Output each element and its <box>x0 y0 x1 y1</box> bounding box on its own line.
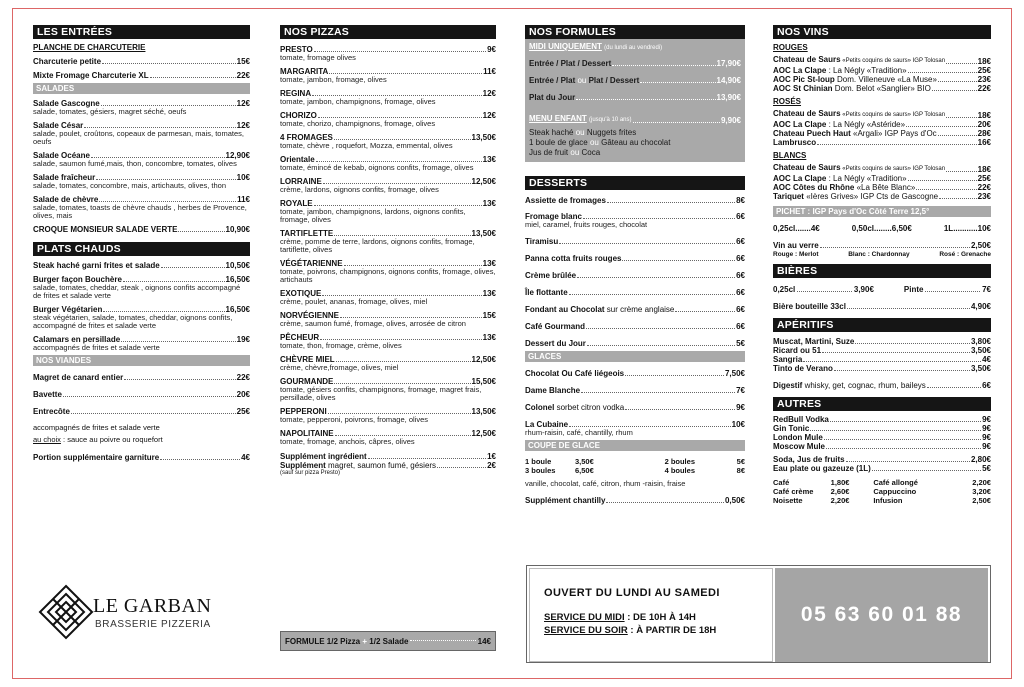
list-item: Tinto de Verano 3,50€ <box>773 364 991 373</box>
list-item: Plat du Jour 13,90€ <box>529 93 741 102</box>
list-item: Fromage blanc 6€ miel, caramel, fruits rouges, chocolat <box>525 212 745 229</box>
glaces-list <box>525 369 745 437</box>
roses-list <box>773 109 991 147</box>
list-item: Lambrusco 16€ <box>773 138 991 147</box>
formules-header: NOS FORMULES <box>525 25 745 39</box>
list-item: Burger Végétarien 16,50€ steak végétarien, salade, tomates, cheddar, oignons confits, accompagné de frites et salade verte <box>33 305 250 330</box>
brand-logo <box>25 581 242 653</box>
list-item: Entrée / Plat / Dessert 17,90€ <box>529 59 741 68</box>
salades-header: SALADES <box>33 83 250 94</box>
vins-header: NOS VINS <box>773 25 991 39</box>
enfant-line: 1 boule de glace ou Gâteau au chocolat <box>529 138 671 147</box>
list-item: Chateau de Saurs «Petits coquins de saurs» IGP Tolosan 18€ <box>773 55 991 66</box>
list-item: CHORIZO 12€ tomate, chorizo, champignons, fromage, olives <box>280 111 496 128</box>
pichet-row: 0,25cl.......4€ 0,50cl........6,50€ 1L...........10€ <box>773 224 991 233</box>
list-item: PÊCHEUR 13€ tomate, thon, fromage, crème, olives <box>280 333 496 350</box>
eau-item: Eau plate ou gazeuze (1L) 5€ <box>773 464 991 473</box>
list-item: Crème brûlée 6€ <box>525 271 745 280</box>
plats-list <box>33 261 250 352</box>
enfant-line: Steak haché ou Nuggets frites <box>529 128 637 137</box>
cafe-row: Noisette 2,20€ Infusion 2,50€ <box>773 496 991 505</box>
list-item: Café Gourmand 6€ <box>525 322 745 331</box>
viandes-note: accompagnés de frites et salade verte <box>33 423 160 432</box>
column-formules-desserts <box>525 25 745 505</box>
planche-list <box>33 57 250 80</box>
cafe-row: Café crème 2,60€ Cappuccino 3,20€ <box>773 487 991 496</box>
list-item: Salade Gascogne 12€ salade, tomates, gésiers, magret séché, oeufs <box>33 99 250 116</box>
list-item: NORVÉGIENNE 15€ crème, saumon fumé, fromage, olives, arrosée de citron <box>280 311 496 328</box>
list-item: Chateau de Saurs «Petits coquins de saurs» IGP Tolosan 18€ <box>773 163 991 174</box>
desserts-header: DESSERTS <box>525 176 745 190</box>
plats-header: PLATS CHAUDS <box>33 242 250 256</box>
salades-list <box>33 99 250 234</box>
bieres-header: BIÈRES <box>773 264 991 278</box>
list-item: AOC Pic St-loup Dom. Villeneuve «La Muse» 23€ <box>773 75 991 84</box>
list-item: Tariquet «Ières Grives» IGP Cts de Gascogne 23€ <box>773 192 991 201</box>
list-item: PEPPERONI 13,50€ tomate, pepperoni, poivrons, fromage, olives <box>280 407 496 424</box>
list-item: Salade fraîcheur 10€ salade, tomates, concombre, mais, artichauts, olives, thon <box>33 173 250 190</box>
list-item: AOC La Clape : La Négly «Tradition» 25€ <box>773 66 991 75</box>
list-item: Orientale 13€ tomate, émincé de kebab, oignons confits, fromage, olives <box>280 155 496 172</box>
desserts-list <box>525 196 745 348</box>
list-item: EXOTIQUE 13€ crème, poulet, ananas, fromage, olives, miel <box>280 289 496 306</box>
viandes-header: NOS VIANDES <box>33 355 250 366</box>
cafes-grid <box>773 478 991 505</box>
list-item: Muscat, Martini, Suze 3,80€ <box>773 337 991 346</box>
list-item: LORRAINE 12,50€ crème, lardons, oignons confits, fromage, olives <box>280 177 496 194</box>
coupe-row: 1 boule 3,50€ 2 boules 5€ <box>525 457 745 466</box>
list-item: AOC St Chinian Dom. Belot «Sanglier» BIO 22€ <box>773 84 991 93</box>
planche-title: PLANCHE DE CHARCUTERIE <box>33 43 146 52</box>
list-item: Steak haché garni frites et salade 10,50€ <box>33 261 250 270</box>
list-item: Magret de canard entier 22€ <box>33 373 250 382</box>
list-item: Dessert du Jour 5€ <box>525 339 745 348</box>
list-item: NAPOLITAINE 12,50€ tomate, fromage, anchois, câpres, olives <box>280 429 496 446</box>
list-item: Assiette de fromages 8€ <box>525 196 745 205</box>
blancs-list <box>773 163 991 201</box>
list-item: Entrecôte 25€ <box>33 407 250 416</box>
hours-block <box>526 565 991 663</box>
autres-header: AUTRES <box>773 397 991 411</box>
list-item: 4 FROMAGES 13,50€ tomate, chèvre , roquefort, Mozza, emmental, olives <box>280 133 496 150</box>
list-item: Bavette 20€ <box>33 390 250 399</box>
verre-types: Rouge : Merlot Blanc : Chardonnay Rosé : Grenache <box>773 251 991 258</box>
viandes-list <box>33 373 250 416</box>
pizzas-header: NOS PIZZAS <box>280 25 496 39</box>
list-item: CROQUE MONSIEUR SALADE VERTE 10,90€ <box>33 225 250 234</box>
service-soir: SERVICE DU SOIR : À PARTIR DE 18H <box>544 625 717 636</box>
brand-name: LE GARBAN <box>93 595 212 617</box>
list-item: ROYALE 13€ tomate, jambon, champignons, lardons, oignons confits, fromage, olives <box>280 199 496 224</box>
supplement-premium: Supplément magret, saumon fumé, gésiers 2€ <box>280 461 496 470</box>
list-item: Tiramisu 6€ <box>525 237 745 246</box>
list-item: AOC La Clape : La Négly «Astéride» 20€ <box>773 120 991 129</box>
list-item: AOC La Clape : La Négly «Tradition» 25€ <box>773 174 991 183</box>
vin-verre: Vin au verre 2,50€ <box>773 241 991 250</box>
supplement-note: (sauf sur pizza Presto) <box>280 470 341 476</box>
list-item: Colonel sorbet citron vodka 9€ <box>525 403 745 412</box>
coupe-grid <box>525 457 745 475</box>
menu-page <box>12 8 1012 679</box>
formules-block <box>525 39 745 162</box>
chantilly-item: Supplément chantilly 0,50€ <box>525 496 745 505</box>
list-item: Chocolat Ou Café liégeois 7,50€ <box>525 369 745 378</box>
entrees-header: LES ENTRÉES <box>33 25 250 39</box>
list-item: Moscow Mule 9€ <box>773 442 991 451</box>
rouges-list <box>773 55 991 93</box>
coupe-header: COUPE DE GLACE <box>525 440 745 451</box>
list-item: Entrée / Plat ou Plat / Dessert 14,90€ <box>529 76 741 85</box>
phone-number: 05 63 60 01 88 <box>775 568 988 662</box>
list-item: CHÈVRE MIEL 12,50€ crème, chèvre,fromage, olives, miel <box>280 355 496 372</box>
pizzas-list <box>280 45 496 446</box>
blancs-title: BLANCS <box>773 151 807 160</box>
pichet-header: PICHET : IGP Pays d'Oc Côté Terre 12,5° <box>773 206 991 217</box>
list-item: Burger façon Bouchère 16,50€ salade, tomates, cheddar, steak , oignons confits accompagné de frites et salade verte <box>33 275 250 300</box>
biere-bouteille: Bière bouteille 33cl 4,90€ <box>773 302 991 311</box>
column-entrees <box>33 25 250 462</box>
list-item: London Mule 9€ <box>773 433 991 442</box>
list-item: MARGARITA 11€ tomate, jambon, fromage, olives <box>280 67 496 84</box>
rouges-title: ROUGES <box>773 43 808 52</box>
biere-pression: 0,25cl 3,90€ Pinte 7€ <box>773 285 991 294</box>
list-item: Mixte Fromage Charcuterie XL 22€ <box>33 71 250 80</box>
list-item: TARTIFLETTE 13,50€ crème, pomme de terre, lardons, oignons confits, fromage, tartiflette, olives <box>280 229 496 254</box>
supplement-ingredient: Supplément ingrédient 1€ <box>280 452 496 461</box>
list-item: Île flottante 6€ <box>525 288 745 297</box>
list-item: Salade de chèvre 11€ salade, tomates, toasts de chèvre chauds , herbes de Provence, olives, mais <box>33 195 250 220</box>
list-item: AOC Côtes du Rhône «La Bête Blanc» 22€ <box>773 183 991 192</box>
aperitifs-list <box>773 337 991 373</box>
opening-hours <box>529 568 773 662</box>
opening-days: OUVERT DU LUNDI AU SAMEDI <box>544 587 720 599</box>
list-item: Salade Océane 12,90€ salade, saumon fumé,mais, thon, concombre, tomates, olives <box>33 151 250 168</box>
sauce-note: au choix : sauce au poivre ou roquefort <box>33 435 163 444</box>
list-item: VÉGÉTARIENNE 13€ tomate, poivrons, champignons, oignons confits, fromage, olives, artichauts <box>280 259 496 284</box>
roses-title: ROSÉS <box>773 97 802 106</box>
column-pizzas <box>280 25 496 476</box>
list-item: GOURMANDE 15,50€ tomate, gésiers confits, champignons, fromage, magret frais, persillade, olives <box>280 377 496 402</box>
enfant-line: Jus de fruit ou Coca <box>529 148 601 157</box>
autres-list <box>773 415 991 451</box>
service-midi: SERVICE DU MIDI : DE 10H À 14H <box>544 612 696 623</box>
aperitifs-header: APÉRITIFS <box>773 318 991 332</box>
cafe-row: Café 1,80€ Café allongé 2,20€ <box>773 478 991 487</box>
list-item: Ricard ou 51 3,50€ <box>773 346 991 355</box>
glaces-header: GLACES <box>525 351 745 362</box>
list-item: Panna cotta fruits rouges 6€ <box>525 254 745 263</box>
garniture-item: Portion supplémentaire garniture 4€ <box>33 453 250 462</box>
list-item: Salade César 12€ salade, poulet, croûtons, copeaux de parmesan, mais, tomates, oeufs <box>33 121 250 146</box>
list-item: PRESTO 9€ tomate, fromage olives <box>280 45 496 62</box>
digestif-item: Digestif whisky, get, cognac, rhum, baileys 6€ <box>773 381 991 390</box>
list-item: Gin Tonic 9€ <box>773 424 991 433</box>
coupe-desc: vanille, chocolat, café, citron, rhum -raisin, fraise <box>525 479 686 488</box>
list-item: Dame Blanche 7€ <box>525 386 745 395</box>
midi-title: MIDI UNIQUEMENT (du lundi au vendredi) <box>529 42 663 51</box>
formule-pizza-salade: FORMULE 1/2 Pizza + 1/2 Salade 14€ <box>280 631 496 651</box>
brand-subtitle: BRASSERIE PIZZERIA <box>95 619 211 630</box>
diamond-logo-icon <box>37 583 95 641</box>
soda-item: Soda, Jus de fruits 2,80€ <box>773 455 991 464</box>
column-boissons <box>773 25 991 505</box>
list-item: Chateau de Saurs «Petits coquins de saurs» IGP Tolosan 18€ <box>773 109 991 120</box>
list-item: Chateau Puech Haut «Argali» IGP Pays d'Oc 28€ <box>773 129 991 138</box>
list-item: La Cubaine 10€ rhum-raisin, café, chantilly, rhum <box>525 420 745 437</box>
list-item: REGINA 12€ tomate, jambon, champignons, fromage, olives <box>280 89 496 106</box>
list-item: Charcuterie petite 15€ <box>33 57 250 66</box>
list-item: Fondant au Chocolat sur crème anglaise 6€ <box>525 305 745 314</box>
list-item: Calamars en persillade 19€ accompagnés de frites et salade verte <box>33 335 250 352</box>
coupe-row: 3 boules 6,50€ 4 boules 8€ <box>525 466 745 475</box>
list-item: RedBull Vodka 9€ <box>773 415 991 424</box>
enfant-title: MENU ENFANT (jusqu'à 10 ans) 9,90€ <box>529 114 741 125</box>
list-item: Sangria 4€ <box>773 355 991 364</box>
